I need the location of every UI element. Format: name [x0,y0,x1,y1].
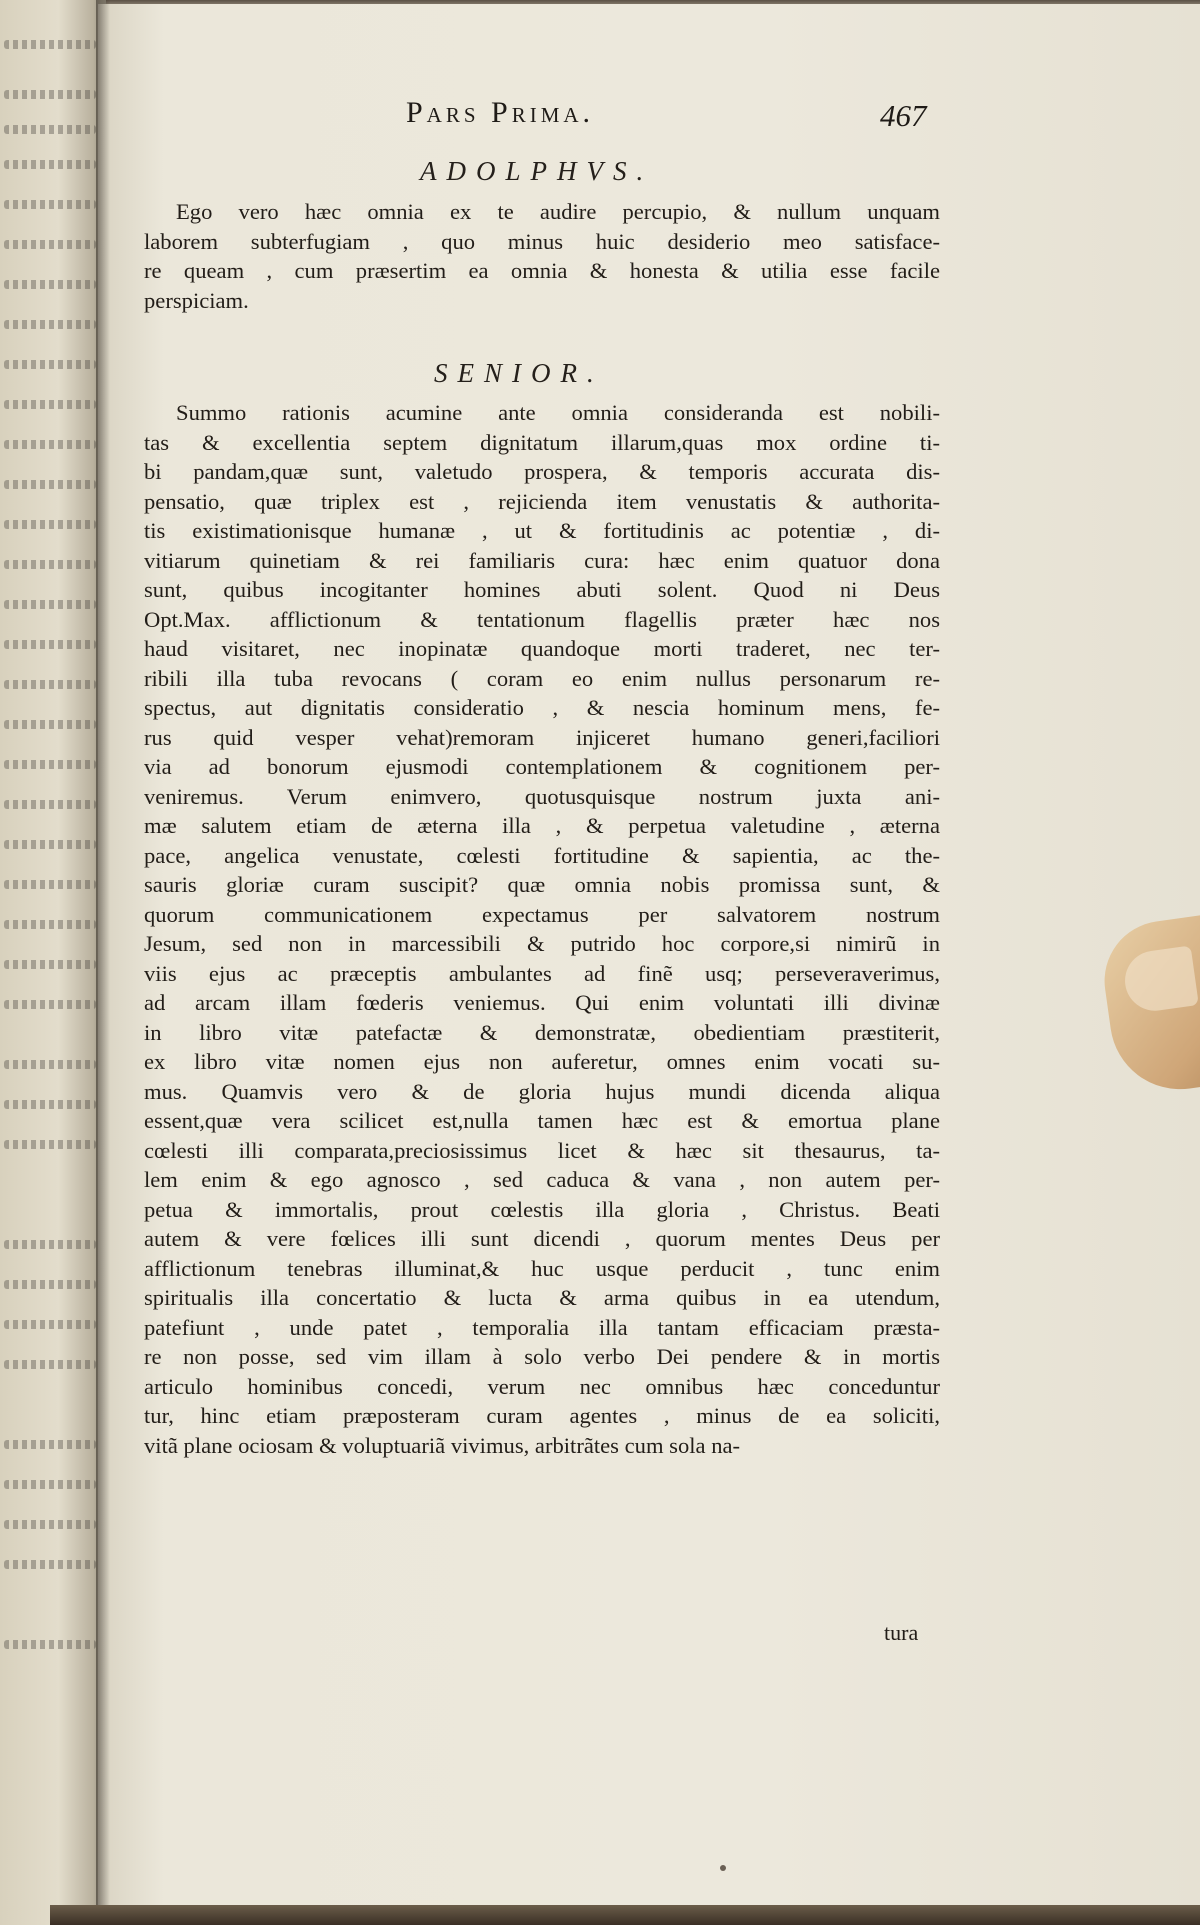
text-line: patefiunt , unde patet , temporalia illa tantam efficaciam præsta- [144,1314,940,1340]
text-line: sauris gloriæ curam suscipit? quæ omnia nobis promissa sunt, & [144,872,940,897]
text-line: viis ejus ac præceptis ambulantes ad finẽ usq; perseveraverimus, [144,960,940,986]
text-line: articulo hominibus concedi, verum nec omnibus hæc conceduntur [144,1373,940,1399]
text-line: pace, angelica venustate, cœlesti fortitudine & sapientia, ac the- [144,842,940,868]
text-line: via ad bonorum ejusmodi contemplationem & cognitionem per- [144,754,940,779]
speaker-heading-adolphus: ADOLPHVS. [420,156,654,186]
text-line: in libro vitæ patefactæ & demonstratæ, obedientiam præstiterit, [144,1019,940,1045]
text-line: cœlesti illi comparata,preciosissimus licet & hæc sit thesaurus, ta- [144,1137,940,1163]
text-line: quorum communicationem expectamus per salvatorem nostrum [144,901,940,927]
text-line: mus. Quamvis vero & de gloria hujus mundi dicenda aliqua [144,1078,940,1104]
text-line: essent,quæ vera scilicet est,nulla tamen hæc est & emortua plane [144,1108,940,1133]
text-line: rus quid vesper vehat)remoram injiceret humano generi,faciliori [144,724,940,750]
ink-speck [720,1865,726,1871]
text-line: lem enim & ego agnosco , sed caduca & vana , non autem per- [144,1167,940,1192]
text-line: perspiciam. [144,287,249,313]
text-line: Ego vero hæc omnia ex te audire percupio, & nullum unquam [176,199,940,224]
text-line: tur, hinc etiam præposteram curam agentes , minus de ea soliciti, [144,1403,940,1428]
page-number: 467 [880,98,927,133]
speaker-heading-senior: SENIOR. [434,358,604,388]
text-line: tis existimationisque humanæ , ut & fortitudinis ac potentiæ , di- [144,518,940,543]
page-bottom-edge [50,1905,1200,1925]
text-line: Jesum, sed non in marcessibili & putrido hoc corpore,si nimirũ in [144,931,940,956]
text-line: veniremus. Verum enimvero, quotusquisque nostrum juxta ani- [144,783,940,809]
catchword: tura [884,1620,919,1645]
text-line: re non posse, sed vim illam à solo verbo Dei pendere & in mortis [144,1344,940,1369]
facing-page-edge [0,0,106,1925]
text-line: afflictionum tenebras illuminat,& huc usque perducit , tunc enim [144,1255,940,1281]
text-line: ribili illa tuba revocans ( coram eo enim nullus personarum re- [144,665,940,691]
text-line: ex libro vitæ nomen ejus non auferetur, omnes enim vocati su- [144,1049,940,1074]
text-line: tas & excellentia septem dignitatum illarum,quas mox ordine ti- [144,429,940,455]
text-line: vitiarum quinetiam & rei familiaris cura: hæc enim quatuor dona [144,547,940,573]
text-line: mæ salutem etiam de æterna illa , & perpetua valetudine , æterna [144,813,940,838]
running-head: Pars Prima. [406,96,595,129]
text-line: Opt.Max. afflictionum & tentationum flagellis præter hæc nos [144,606,940,632]
text-line: haud visitaret, nec inopinatæ quandoque morti traderet, nec ter- [144,636,940,661]
text-line: ad arcam illam fœderis veniemus. Qui enim voluntati illi divinæ [144,990,940,1015]
text-line: pensatio, quæ triplex est , rejicienda item venustatis & authorita- [144,488,940,514]
text-line: petua & immortalis, prout cœlestis illa gloria , Christus. Beati [144,1196,940,1222]
spine-shadow [96,0,110,1925]
speech-adolphus [144,197,940,315]
text-line: laborem subterfugiam , quo minus huic desiderio meo satisface- [144,228,940,254]
speech-senior [144,398,940,1460]
text-line: vitã plane ociosam & voluptuariã vivimus, arbitrãtes cum sola na- [144,1432,741,1458]
text-line: re queam , cum præsertim ea omnia & honesta & utilia esse facile [144,258,940,283]
text-line: spiritualis illa concertatio & lucta & arma quibus in ea utendum, [144,1285,940,1310]
text-line: Summo rationis acumine ante omnia considerandа est nobili- [176,400,940,425]
text-line: bi pandam,quæ sunt, valetudo prospera, & temporis accurata dis- [144,459,940,484]
text-line: spectus, aut dignitatis consideratio , & nescia hominum mens, fe- [144,695,940,720]
text-line: sunt, quibus incogitanter homines abuti solent. Quod ni Deus [144,577,940,602]
text-line: autem & vere fœlices illi sunt dicendi , quorum mentes Deus per [144,1226,940,1251]
